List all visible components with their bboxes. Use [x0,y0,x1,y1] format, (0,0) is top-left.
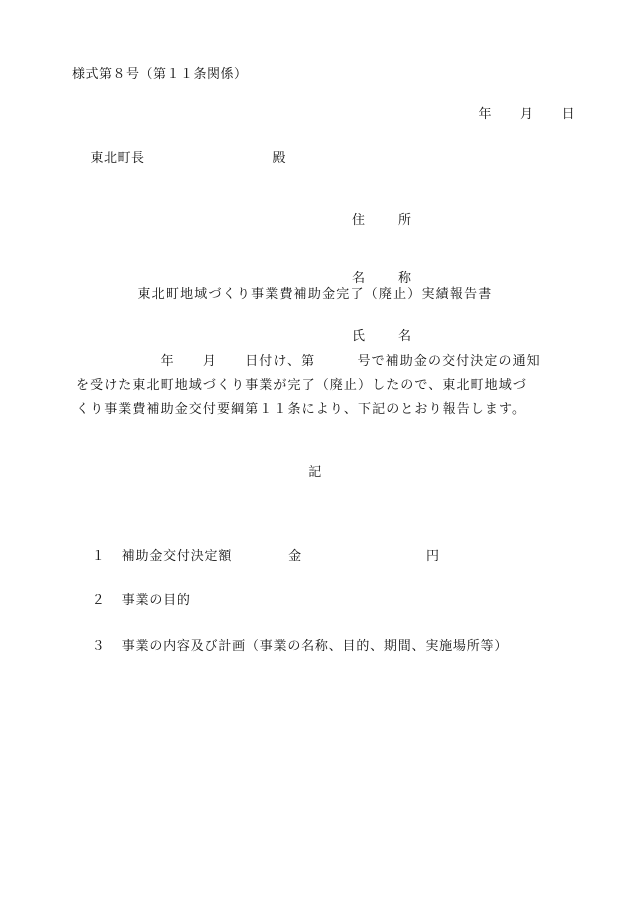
body-line-3: くり事業費補助金交付要綱第１１条により、下記のとおり報告します。 [76,402,527,417]
addressee-honorific: 殿 [272,151,287,166]
date-day: 日 [561,107,576,122]
addressee [72,132,286,186]
document-title: 東北町地域づくり事業費補助金完了（廃止）実績報告書 [137,287,493,302]
ki-heading: 記 [308,465,322,480]
item-1-number: １ [91,549,106,564]
item-3 [72,620,508,674]
body-paragraph [76,350,566,422]
body-line-1: 年 月 日付け、第 号で補助金の交付決定の通知 [76,354,541,369]
item-3-number: ３ [91,639,106,654]
form-number: 様式第８号（第１１条関係） [72,67,248,82]
item-1-label: 補助金交付決定額 [121,549,233,564]
addressee-name: 東北町長 [90,151,145,166]
applicant-person-row [352,328,421,350]
applicant-address-row [352,212,421,234]
date-month: 月 [520,107,534,122]
item-1-yen: 円 [425,549,440,564]
item-2-number: ２ [91,593,106,608]
item-3-label: 事業の内容及び計画（事業の名称、目的、期間、実施場所等） [121,639,509,654]
item-2-label: 事業の目的 [121,593,191,608]
body-line-2: を受けた東北町地域づくり事業が完了（廃止）したので、東北町地域づ [76,378,527,393]
date-line [460,88,575,142]
item-1-amount-label: 金 [288,549,302,564]
date-year: 年 [478,107,493,122]
person-name-label: 氏 名 [352,329,422,344]
address-label: 住 所 [352,213,422,228]
organization-name-label: 名 称 [352,271,422,286]
